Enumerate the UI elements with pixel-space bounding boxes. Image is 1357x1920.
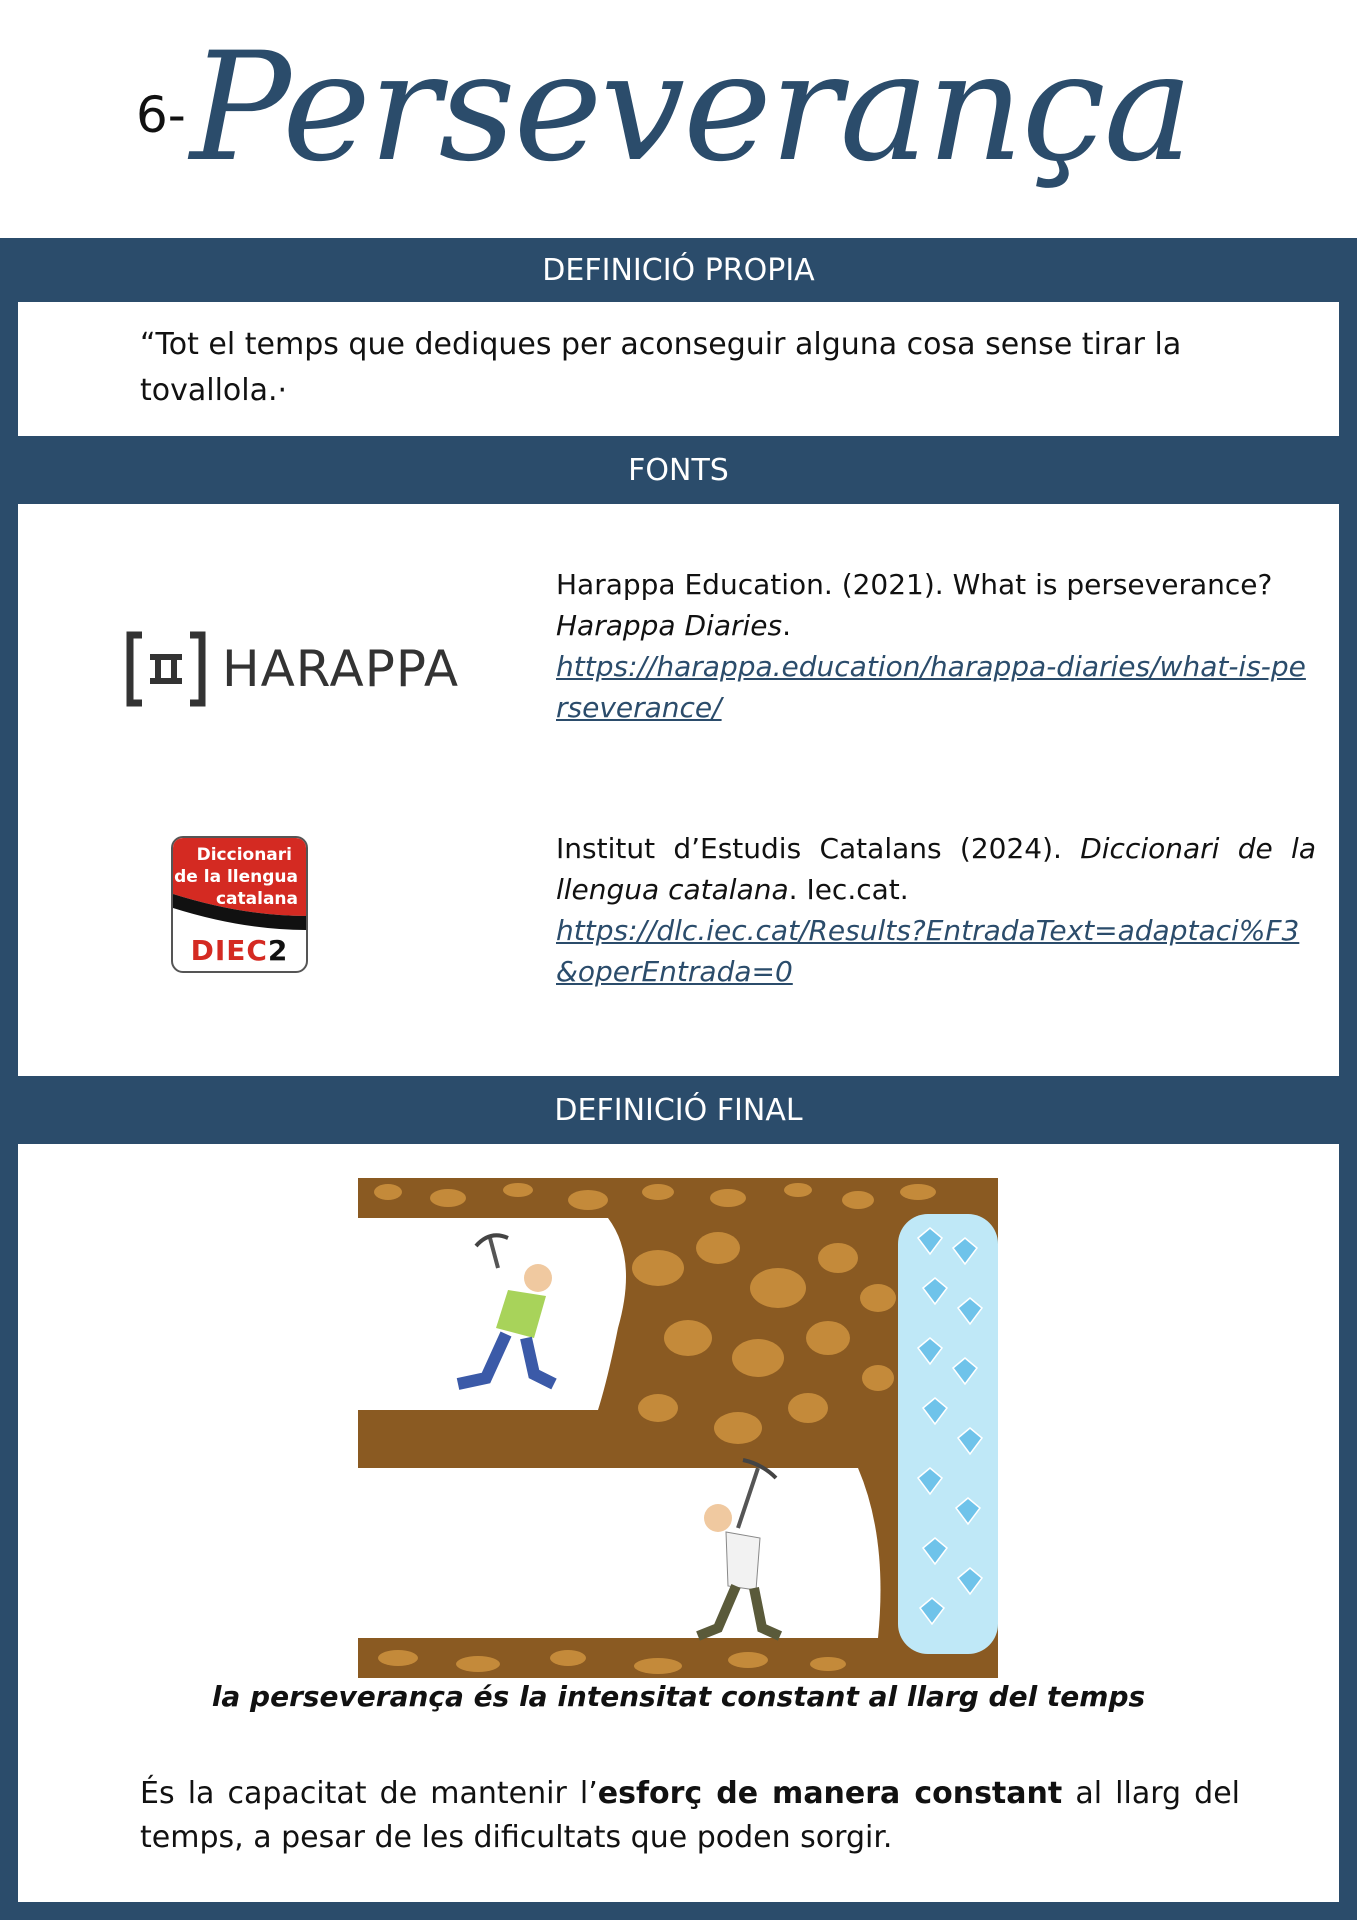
lower-tunnel — [358, 1468, 881, 1638]
harappa-logo — [126, 629, 476, 709]
sources-panel — [18, 504, 1339, 1076]
page-title — [0, 0, 1357, 238]
content-frame — [0, 238, 1357, 1920]
diec-logo-code-a: DIEC — [190, 934, 268, 967]
source-item-harappa — [556, 564, 1316, 728]
source-link[interactable]: https://dlc.iec.cat/Results?EntradaText=adaptaci%F3&operEntrada=0 — [556, 914, 1300, 988]
source-after-publication: . Iec.cat. — [788, 873, 909, 906]
source-citation: Harappa Education. (2021). What is perseverance? — [556, 568, 1273, 601]
final-text-before: És la capacitat de mantenir l’ — [140, 1776, 598, 1811]
source-link[interactable]: https://harappa.education/harappa-diaries/what-is-perseverance/ — [556, 650, 1306, 724]
final-text-after: al llarg del temps, a pesar de les dificultats que poden sorgir. — [140, 1776, 1240, 1855]
harappa-bracket-icon — [126, 631, 206, 707]
title-number: 6- — [136, 86, 186, 144]
perseverance-illustration — [358, 1178, 998, 1678]
title-word: Perseverança — [190, 21, 1192, 195]
definition-final-text — [140, 1772, 1240, 1860]
diamond-wall — [898, 1214, 998, 1654]
diec-logo-line: catalana — [215, 889, 298, 909]
diec-logo-code-b: 2 — [267, 934, 289, 967]
illustration-caption: la perseverança és la intensitat constant al llarg del temps — [211, 1680, 1146, 1713]
definition-final-panel — [18, 1144, 1339, 1902]
definition-own-text: “Tot el temps que dediques per aconseguir alguna cosa sense tirar la tovallola.· — [140, 327, 1182, 408]
diec-logo-line: de la llengua — [174, 867, 298, 887]
source-after-publication: . — [782, 609, 791, 642]
section-heading-definition-final: DEFINICIÓ FINAL — [554, 1092, 803, 1128]
final-text-bold: esforç de manera constant — [597, 1776, 1063, 1811]
diec-logo-code — [173, 934, 306, 967]
diec-logo-line: Diccionari — [196, 845, 292, 865]
source-publication: Harappa Diaries — [556, 609, 783, 642]
source-item-diec — [556, 828, 1316, 992]
source-publication: Diccionari de la llengua catalana — [556, 832, 1316, 906]
section-heading-definition-own: DEFINICIÓ PROPIA — [542, 252, 815, 288]
source-citation: Institut d’Estudis Catalans (2024). — [556, 832, 1081, 865]
diec2-logo — [171, 836, 308, 973]
section-heading-sources: FONTS — [628, 452, 729, 488]
definition-own-panel — [18, 302, 1339, 436]
source-citation-line — [556, 828, 1316, 910]
harappa-logo-text: HARAPPA — [222, 640, 460, 698]
